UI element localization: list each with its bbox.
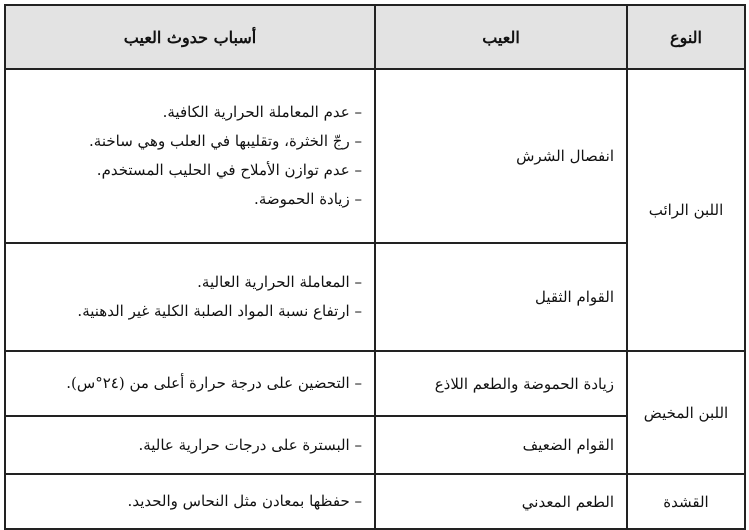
defect-cell: القوام الضعيف [375,416,627,474]
cause-item: – ارتفاع نسبة المواد الصلبة الكلية غير الدهنية. [77,302,362,320]
causes-cell [5,243,375,351]
defect-cell: القوام الثقيل [375,243,627,351]
causes-cell [5,69,375,243]
defect-cell: الطعم المعدني [375,474,627,529]
type-cell: اللبن المخيض [627,351,745,474]
causes-cell [5,351,375,416]
type-cell: اللبن الرائب [627,69,745,351]
defect-cell: انفصال الشرش [375,69,627,243]
defects-table [4,4,746,530]
table-row [5,474,745,529]
causes-cell [5,474,375,529]
cause-item: – عدم توازن الأملاح في الحليب المستخدم. [96,161,362,179]
causes-cell [5,416,375,474]
defect-cell: زيادة الحموضة والطعم اللاذع [375,351,627,416]
header-row [5,5,745,69]
cause-item: – رجّ الخثرة، وتقليبها في العلب وهي ساخنة. [89,132,362,150]
table-row [5,69,745,243]
type-cell: القشدة [627,474,745,529]
header-type: النوع [627,5,745,69]
cause-item: – عدم المعاملة الحرارية الكافية. [162,103,362,121]
cause-item: – زيادة الحموضة. [254,190,362,208]
cause-item: – المعاملة الحرارية العالية. [197,273,362,291]
cause-item: – البسترة على درجات حرارية عالية. [138,435,362,454]
cause-item: – التحضين على درجة حرارة أعلى من (٢٤°س). [66,374,362,392]
table-row [5,351,745,416]
header-defect: العيب [375,5,627,69]
header-causes: أسباب حدوث العيب [5,5,375,69]
cause-item: – حفظها بمعادن مثل النحاس والحديد. [127,492,362,510]
